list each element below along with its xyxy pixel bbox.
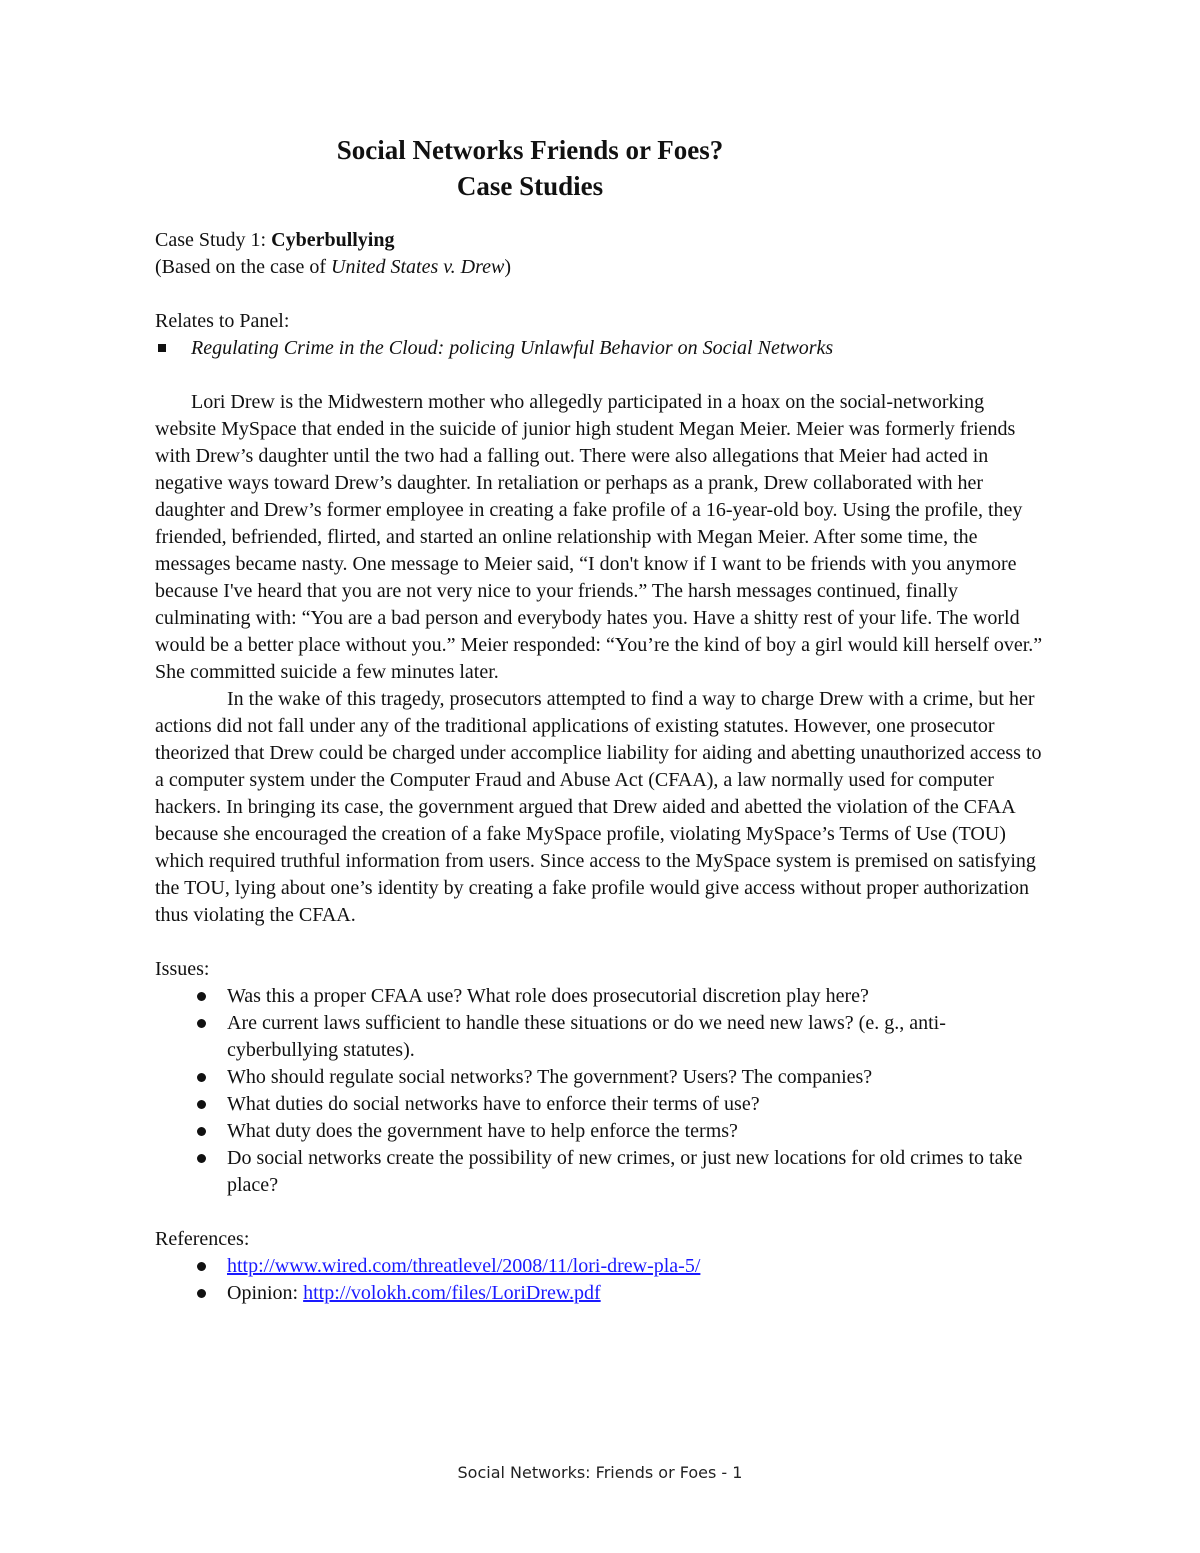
issues-heading: Issues: <box>155 958 210 980</box>
issue-item: Who should regulate social networks? The government? Users? The companies? <box>155 1064 1047 1091</box>
issue-item: Do social networks create the possibility of new crimes, or just new locations for old crimes to take place? <box>155 1145 1047 1199</box>
issue-item: What duty does the government have to help enforce the terms? <box>155 1118 1047 1145</box>
bullet-icon <box>197 1073 206 1082</box>
bullet-icon <box>197 1262 206 1271</box>
reference-item <box>155 1280 1047 1307</box>
case-study-topic: Cyberbullying <box>271 229 395 251</box>
reference-link-volokh[interactable]: http://volokh.com/files/LoriDrew.pdf <box>303 1282 601 1304</box>
reference-item <box>155 1253 1047 1280</box>
bullet-icon <box>197 1289 206 1298</box>
issue-item: Was this a proper CFAA use? What role does prosecutorial discretion play here? <box>155 983 1047 1010</box>
bullet-icon <box>197 1127 206 1136</box>
case-study-heading <box>155 227 1055 254</box>
bullet-icon <box>197 1154 206 1163</box>
panel-item-text: Regulating Crime in the Cloud: policing Unlawful Behavior on Social Networks <box>191 337 834 359</box>
issue-item: Are current laws sufficient to handle these situations or do we need new laws? (e. g., anti-cyberbullying statutes). <box>155 1010 1047 1064</box>
issues-list <box>155 983 1055 1199</box>
bullet-icon <box>197 992 206 1001</box>
body-paragraph-1: Lori Drew is the Midwestern mother who allegedly participated in a hoax on the social-networking website MySpace that ended in the suicide of junior high student Megan Meier. Meier was formerly friends with Drew’s daughter until the two had a falling out. There were also allegations that Meier had acted in negative ways toward Drew’s daughter. In retaliation or perhaps as a prank, Drew collaborated with her daughter and Drew’s former employee in creating a fake profile of a 16-year-old boy. Using the profile, they friended, befriended, flirted, and started an online relationship with Megan Meier. After some time, the messages became nasty. One message to Meier said, “I don't know if I want to be friends with you anymore because I've heard that you are not very nice to your friends.” The harsh messages continued, finally culminating with: “You are a bad person and everybody hates you. Have a shitty rest of your life. The world would be a better place without you.” Meier responded: “You’re the kind of boy a girl would kill herself over.” She committed suicide a few minutes later. <box>155 391 1043 683</box>
references-list <box>155 1253 1055 1307</box>
bullet-icon <box>197 1019 206 1028</box>
references-heading: References: <box>155 1228 250 1250</box>
bullet-icon <box>197 1100 206 1109</box>
issue-item: What duties do social networks have to enforce their terms of use? <box>155 1091 1047 1118</box>
title-line-1: Social Networks Friends or Foes? <box>336 135 724 165</box>
case-basis <box>155 254 1055 281</box>
panel-heading: Relates to Panel: <box>155 310 290 332</box>
case-basis-suffix: ) <box>504 256 512 278</box>
square-bullet-icon <box>158 344 166 352</box>
case-basis-case-name: United States v. Drew <box>331 256 505 278</box>
case-study-label: Case Study 1: <box>155 229 272 251</box>
case-basis-prefix: (Based on the case of <box>155 256 332 278</box>
page-footer: Social Networks: Friends or Foes - 1 <box>457 1463 743 1482</box>
panel-item <box>155 335 1055 362</box>
document-title <box>0 132 1060 204</box>
opinion-label: Opinion: <box>227 1282 304 1304</box>
body-paragraph-2: In the wake of this tragedy, prosecutors attempted to find a way to charge Drew with a crime, but her actions did not fall under any of the traditional applications of existing statutes. However, one prosecutor theorized that Drew could be charged under accomplice liability for aiding and abetting unauthorized access to a computer system under the Computer Fraud and Abuse Act (CFAA), a law normally used for computer hackers. In bringing its case, the government argued that Drew aided and abetted the violation of the CFAA because she encouraged the creation of a fake MySpace profile, violating MySpace’s Terms of Use (TOU) which required truthful information from users. Since access to the MySpace system is premised on satisfying the TOU, lying about one’s identity by creating a fake profile would give access without proper authorization thus violating the CFAA. <box>155 688 1042 926</box>
document-body <box>155 227 1055 1307</box>
title-line-2: Case Studies <box>456 171 604 201</box>
reference-link-wired[interactable]: http://www.wired.com/threatlevel/2008/11/lori-drew-pla-5/ <box>227 1255 701 1277</box>
